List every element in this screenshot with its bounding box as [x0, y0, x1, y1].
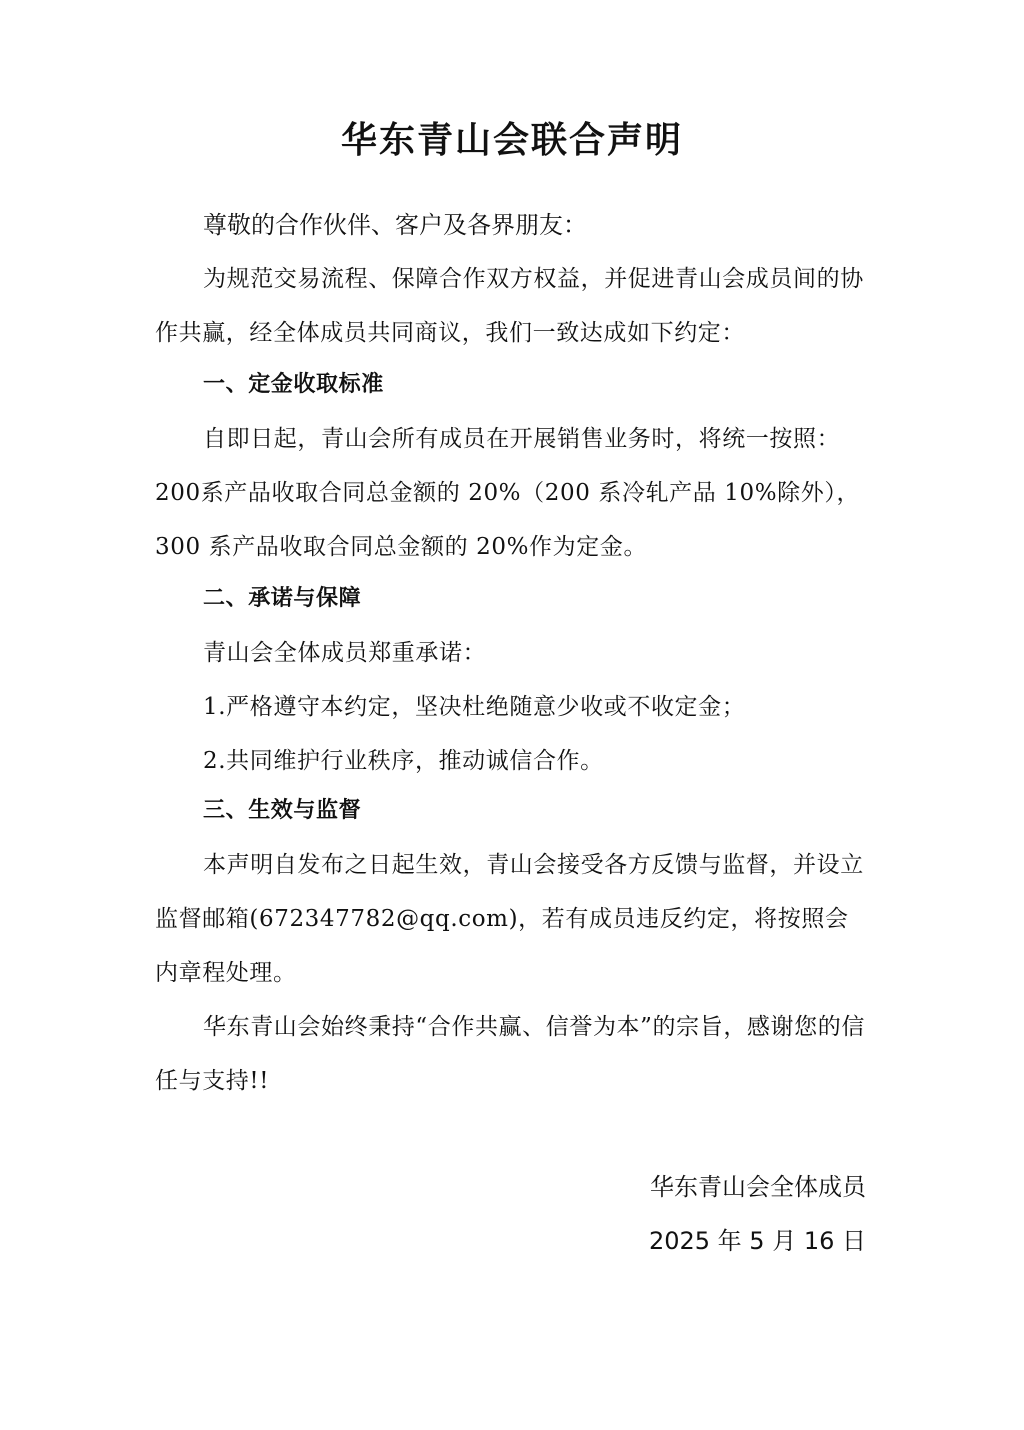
section-2-heading: 二、承诺与保障 [203, 586, 362, 611]
section-2 [155, 572, 871, 788]
closing-paragraph [155, 1000, 871, 1108]
section-2-item-1: 1.严格遵守本约定，坚决杜绝随意少收或不收定金； [203, 694, 746, 720]
closing-text: 华东青山会始终秉持“合作共赢、信誉为本”的宗旨，感谢您的信任与支持!! [155, 1014, 865, 1094]
section-3 [155, 784, 871, 1000]
signature-org: 华东青山会全体成员 [650, 1173, 866, 1201]
section-3-heading: 三、生效与监督 [203, 798, 362, 823]
intro-paragraph [155, 252, 871, 360]
section-2-paragraph: 青山会全体成员郑重承诺： [203, 640, 487, 666]
intro-text: 为规范交易流程、保障合作双方权益，并促进青山会成员间的协作共赢，经全体成员共同商议，我们一致达成如下约定： [155, 266, 864, 346]
section-1 [155, 358, 871, 412]
document-title: 华东青山会联合声明 [340, 120, 683, 161]
section-3-paragraph: 本声明自发布之日起生效，青山会接受各方反馈与监督，并设立监督邮箱(672347782@qq.com)，若有成员违反约定，将按照会内章程处理。 [155, 852, 864, 986]
greeting: 尊敬的合作伙伴、客户及各界朋友： [203, 211, 587, 239]
section-1-body [155, 412, 871, 574]
signature-date: 2025 年 5 月 16 日 [648, 1227, 866, 1255]
section-1-paragraph: 自即日起，青山会所有成员在开展销售业务时，将统一按照：200系产品收取合同总金额的 20%（200 系冷轧产品 10%除外），300 系产品收取合同总金额的 20%作为定金。 [155, 426, 861, 560]
section-2-item-2: 2.共同维护行业秩序，推动诚信合作。 [203, 748, 604, 774]
section-1-heading: 一、定金收取标准 [203, 372, 384, 397]
